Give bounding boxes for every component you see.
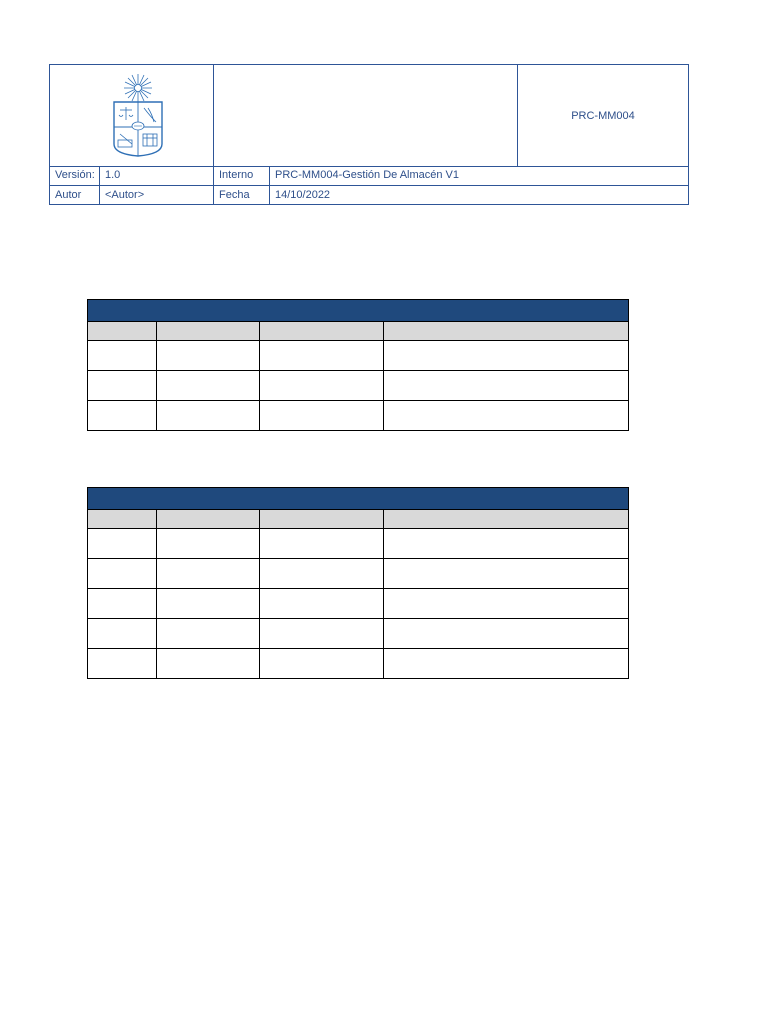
table-row <box>88 400 628 430</box>
document-code: PRC-MM004 <box>571 109 635 122</box>
header-cell <box>384 510 628 528</box>
date-value: 14/10/2022 <box>275 189 331 201</box>
header-cell <box>384 322 628 340</box>
table-header-row <box>88 322 628 340</box>
table-cell <box>260 401 384 430</box>
header-cell <box>88 510 157 528</box>
table-cell <box>157 619 260 648</box>
header-cell <box>260 322 384 340</box>
table-row <box>88 528 628 558</box>
table-cell <box>384 559 628 588</box>
version-label: Versión: <box>50 166 100 185</box>
table-cell <box>260 589 384 618</box>
table-cell <box>88 401 157 430</box>
table-cell <box>384 529 628 558</box>
table-row <box>88 588 628 618</box>
table-cell <box>260 529 384 558</box>
header-cell <box>157 322 260 340</box>
table-cell <box>88 619 157 648</box>
table-cell <box>157 371 260 400</box>
table-header-row <box>88 510 628 528</box>
author-value: <Autor> <box>100 186 214 205</box>
header-row-author <box>50 186 688 205</box>
date-label: Fecha <box>214 186 270 205</box>
header-cell <box>88 322 157 340</box>
table-cell <box>88 559 157 588</box>
table-cell <box>260 371 384 400</box>
table-row <box>88 370 628 400</box>
table-cell <box>88 589 157 618</box>
table-cell <box>88 649 157 678</box>
table-cell <box>384 619 628 648</box>
table-cell <box>260 649 384 678</box>
table-cell <box>384 401 628 430</box>
table-cell <box>384 341 628 370</box>
table-cell <box>384 589 628 618</box>
internal-label: Interno <box>214 166 270 185</box>
table-row <box>88 558 628 588</box>
internal-value: PRC-MM004-Gestión De Almacén V1 <box>275 169 460 181</box>
university-crest-logo <box>110 72 166 158</box>
header-top-row <box>50 65 688 167</box>
table-row <box>88 340 628 370</box>
table-title-band <box>88 300 628 322</box>
empty-table-1 <box>87 299 629 431</box>
empty-table-2 <box>87 487 629 679</box>
table-cell <box>88 371 157 400</box>
table-row <box>88 648 628 678</box>
table-cell <box>157 341 260 370</box>
table-cell <box>157 559 260 588</box>
author-label: Autor <box>50 186 100 205</box>
header-row-version <box>50 166 688 186</box>
title-cell <box>214 65 518 166</box>
table-cell <box>157 589 260 618</box>
logo-cell <box>50 65 214 166</box>
table-cell <box>260 341 384 370</box>
version-value: 1.0 <box>100 166 214 185</box>
table-row <box>88 618 628 648</box>
table-cell <box>157 649 260 678</box>
table-cell <box>384 371 628 400</box>
table-cell <box>157 401 260 430</box>
table-title-band <box>88 488 628 510</box>
header-cell <box>157 510 260 528</box>
table-cell <box>88 341 157 370</box>
table-cell <box>260 559 384 588</box>
table-cell <box>88 529 157 558</box>
document-header-table <box>49 64 689 205</box>
table-cell <box>384 649 628 678</box>
table-cell <box>157 529 260 558</box>
table-cell <box>260 619 384 648</box>
header-cell <box>260 510 384 528</box>
